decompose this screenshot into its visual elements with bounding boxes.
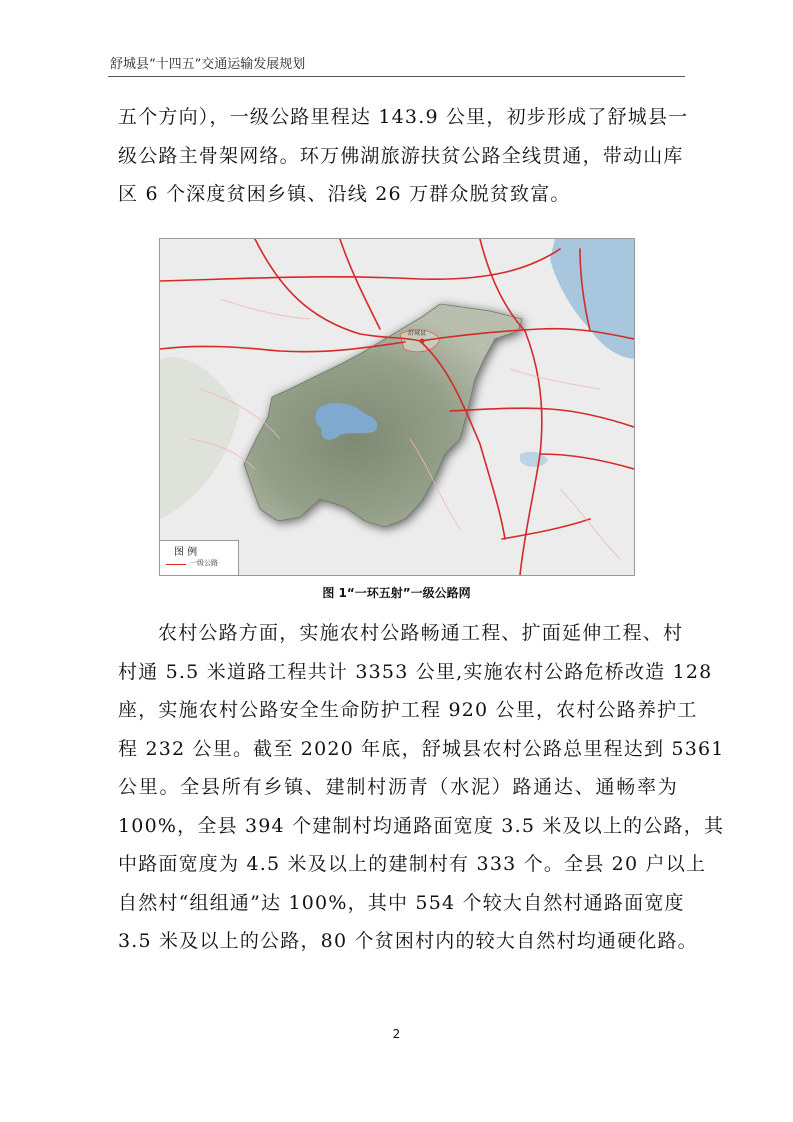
map-legend xyxy=(160,540,239,575)
legend-road-line xyxy=(166,564,186,565)
page-number: 2 xyxy=(392,1027,401,1041)
text-line: 座，实施农村公路安全生命防护工程 920 公里，农村公路养护工 xyxy=(118,699,698,721)
county-seat-marker xyxy=(420,339,425,344)
text-line: 区 6 个深度贫困乡镇、沿线 26 万群众脱贫致富。 xyxy=(118,183,571,205)
running-header: 舒城县“十四五”交通运输发展规划 xyxy=(110,57,306,72)
map-graphic xyxy=(160,239,634,575)
legend-title: 图 例 xyxy=(174,547,198,558)
text-line: 农村公路方面，实施农村公路畅通工程、扩面延伸工程、村 xyxy=(158,622,684,644)
text-line: 级公路主骨架网络。环万佛湖旅游扶贫公路全线贯通，带动山库 xyxy=(118,144,684,167)
text-line: 程 232 公里。截至 2020 年底，舒城县农村公路总里程达到 5361 xyxy=(118,737,725,760)
header-rule xyxy=(108,76,685,77)
road-network-map xyxy=(159,238,635,576)
text-line: 自然村“组组通”达 100%，其中 554 个较大自然村通路面宽度 xyxy=(118,891,685,914)
text-line: 中路面宽度为 4.5 米及以上的建制村有 333 个。全县 20 户以上 xyxy=(118,853,707,875)
legend-road-label: 一级公路 xyxy=(190,559,218,567)
text-line: 100%，全县 394 个建制村均通路面宽度 3.5 米及以上的公路，其 xyxy=(118,814,725,837)
paragraph-top xyxy=(118,98,689,214)
text-line: 村通 5.5 米道路工程共计 3353 公里,实施农村公路危桥改造 128 xyxy=(118,660,713,683)
center-label: 舒城县 xyxy=(408,330,427,337)
text-line: 五个方向），一级公路里程达 143.9 公里，初步形成了舒城县一 xyxy=(118,106,689,128)
text-line: 公里。全县所有乡镇、建制村沥青（水泥）路通达、通畅率为 xyxy=(118,776,678,798)
figure-caption: 图 1“一环五射”一级公路网 xyxy=(322,586,471,600)
paragraph-rural-roads xyxy=(118,614,725,961)
text-line: 3.5 米及以上的公路，80 个贫困村内的较大自然村均通硬化路。 xyxy=(118,930,698,952)
